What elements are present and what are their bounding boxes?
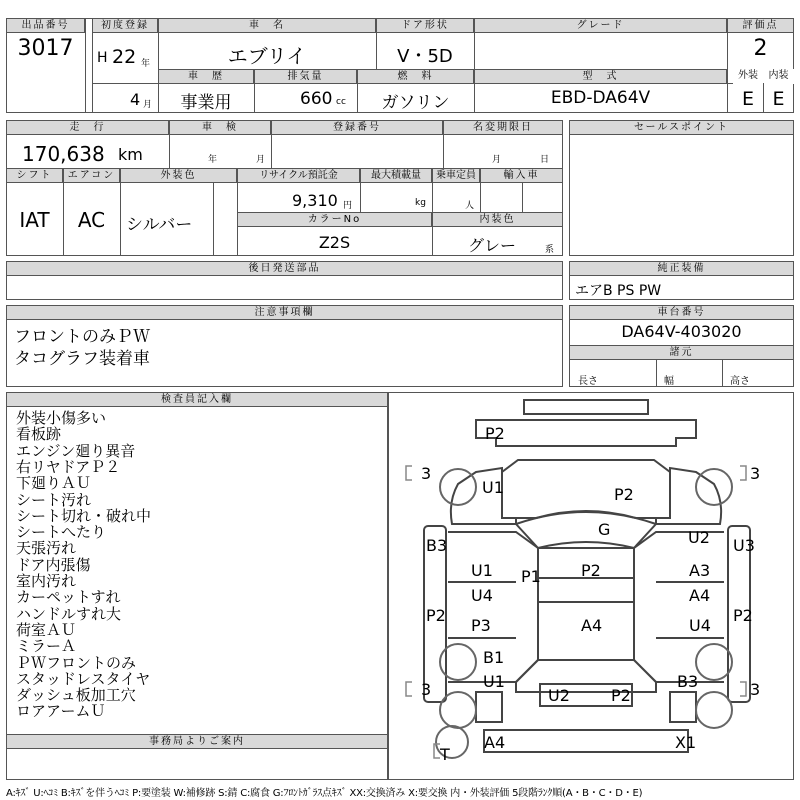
mark-rear-left-1: B1 [483,648,505,667]
inspector-note-line: シートへたり [16,523,107,542]
mark-panel-left: P2 [426,606,446,625]
mark-door-left-1: U1 [471,561,493,580]
kg-unit: kg [415,198,426,208]
mark-bumper-right: X1 [675,733,697,752]
mark-panel-right: P2 [733,606,753,625]
history: 事業用 [180,93,232,113]
shift-label: シフト [6,168,63,183]
interior-color-label: 内装色 [432,212,563,227]
score-label: 評価点 [727,18,794,33]
inspector-note-line: 右リヤドアＰ２ [16,457,121,476]
office-label: 事務局よりご案内 [6,734,388,749]
person-unit: 人 [465,201,475,211]
inspector-note-line: ダッシュ板加工穴 [16,686,136,705]
inspector-note-line: シート汚れ [16,490,92,509]
deadline-day: 日 [540,155,550,165]
mark-bumper-left: A4 [484,733,506,752]
capacity-label: 乗車定員 [432,168,480,183]
colorno-label: カラーNo [237,212,432,227]
deadline-month: 月 [492,155,502,165]
color: シルバー [126,215,193,235]
inspector-note-line: 天張汚れ [16,539,77,558]
mark-roof-rear: A4 [581,616,603,635]
mark-roof-front: P2 [581,561,601,580]
load-label: 最大積載量 [360,168,432,183]
color-number: Z2S [318,233,351,252]
note-line-2: タコグラフ装着車 [14,349,150,369]
mark-tail-left: U2 [548,686,570,705]
mark-side-right: U3 [733,536,755,555]
car-diagram [388,392,794,780]
mark-door-right-1: A3 [689,561,711,580]
ac: AC [77,208,106,232]
inspector-label: 検査員記入欄 [6,392,388,407]
mark-pillar-left: P1 [521,567,541,586]
deadline-label: 名変期限日 [443,120,563,135]
inspector-note-line: 荷室ＡＵ [16,620,77,639]
inspector-note-line: スタッドレスタイヤ [16,669,151,688]
length-label: 長さ [578,376,598,387]
lot-label: 出品番号 [6,18,85,33]
mark-glass: G [598,520,611,539]
recycle-fee: 9,310 [292,191,338,210]
mark-front-bumper: P2 [485,424,505,443]
inspector-note-line: ミラーＡ [16,637,77,656]
mark-door-left-2: U4 [471,586,493,605]
cc-unit: cc [336,97,346,107]
mark-tire-rr: 3 [750,680,761,699]
note-line-1: フロントのみＰＷ [14,327,150,347]
mark-tire-fr: 3 [750,464,761,483]
mark-hood: P2 [614,485,634,504]
mark-side-left: B3 [426,536,448,555]
score: 2 [753,36,768,61]
reg-month: 4 [130,90,141,109]
mark-door-left-3: P3 [471,616,491,635]
mark-door-right-3: U4 [689,616,711,635]
inspector-note-line: シート切れ・破れ中 [16,506,152,525]
mark-tail-right: P2 [611,686,631,705]
legend: A:ｷｽﾞ U:ﾍｺﾐ B:ｷｽﾞを伴うﾍｺﾐ P:要塗装 W:補修跡 S:錆 C:腐食 G:ﾌﾛﾝﾄｶﾞﾗｽ点ｷｽﾞ XX:交換済み X:要交換 内・外装評価 5段階ﾗﾝｸ順(A・B・C・D・E) [6,788,643,799]
genuine-label: 純正装備 [569,261,794,276]
mark-rear-right: B3 [677,672,699,691]
inspector-note-line: ＰＷフロントのみ [16,653,137,672]
fuel: ガソリン [381,93,450,113]
displacement-label: 排気量 [254,69,357,84]
mark-tire-rl: 3 [421,680,432,699]
sales-point-label: セールスポイント [569,120,794,135]
inspector-note-line: ロアアームＵ [16,702,106,721]
int-grade: E [772,88,785,110]
inspector-note-line: ハンドルすれ大 [16,604,122,623]
genuine-equipment: エアB PS PW [575,283,662,299]
mark-fender-left: U1 [482,478,504,497]
width-label: 幅 [664,376,674,387]
ext-grade: E [741,88,754,110]
int-label: 内装 [763,69,794,84]
yen-unit: 円 [343,201,353,211]
inspector-note-line: 看板跡 [16,425,62,444]
inspector-note-line: 室内汚れ [16,572,77,590]
mileage: 170,638 [22,142,105,166]
ext-label: 外装 [733,69,763,84]
ac-label: エアコン [63,168,120,183]
mileage-label: 走 行 [6,120,169,135]
car-name-label: 車 名 [158,18,376,33]
insp-month: 月 [256,155,266,165]
inspector-note-line: 外装小傷多い [16,409,107,427]
reg-year: 22 [112,46,137,68]
shift: IAT [19,208,50,232]
door-shape: V・5D [397,46,453,67]
mark-door-right-2: A4 [689,586,711,605]
sales-point-box [569,120,794,256]
model: EBD-DA64V [550,88,651,108]
displacement: 660 [300,89,333,109]
frame-label: 車台番号 [569,305,794,320]
inspector-note-line: エンジン廻り異音 [16,441,136,460]
color-label: 外装色 [120,168,237,183]
height-label: 高さ [730,376,750,387]
mark-fender-right: U2 [688,528,710,547]
frame-number: DA64V-403020 [621,322,742,341]
later-parts-label: 後日発送部品 [6,261,563,276]
car-name: エブリイ [227,44,307,68]
inspector-note-line: カーペットすれ [16,588,121,607]
reg-era: H [97,50,108,66]
mark-rear-left-2: U1 [483,672,505,691]
fuel-label: 燃 料 [357,69,474,84]
inspector-note-line: 下廻りＡＵ [16,474,92,493]
kei-unit: 系 [545,245,555,255]
notes-label: 注意事項欄 [6,305,563,320]
mileage-unit: km [118,145,143,164]
reg-year-unit: 年 [141,59,151,69]
interior-color: グレー [468,236,517,255]
mark-trunk: T [440,745,450,764]
spec-label: 諸元 [569,345,794,360]
door-label: ドア形状 [376,18,474,33]
history-label: 車 歴 [158,69,254,84]
lot-number: 3017 [17,36,74,61]
grade-label: グレード [474,18,727,33]
model-label: 型 式 [474,69,727,84]
reg-month-unit: 月 [143,100,153,110]
recycle-label: リサイクル預託金 [237,168,360,183]
import-label: 輸入車 [480,168,563,183]
mark-tire-fl: 3 [421,464,432,483]
inspection-label: 車 検 [169,120,271,135]
inspector-note-line: ドア内張傷 [16,555,91,574]
first-reg-label: 初度登録 [92,18,158,33]
insp-year: 年 [208,155,218,165]
regno-label: 登録番号 [271,120,443,135]
